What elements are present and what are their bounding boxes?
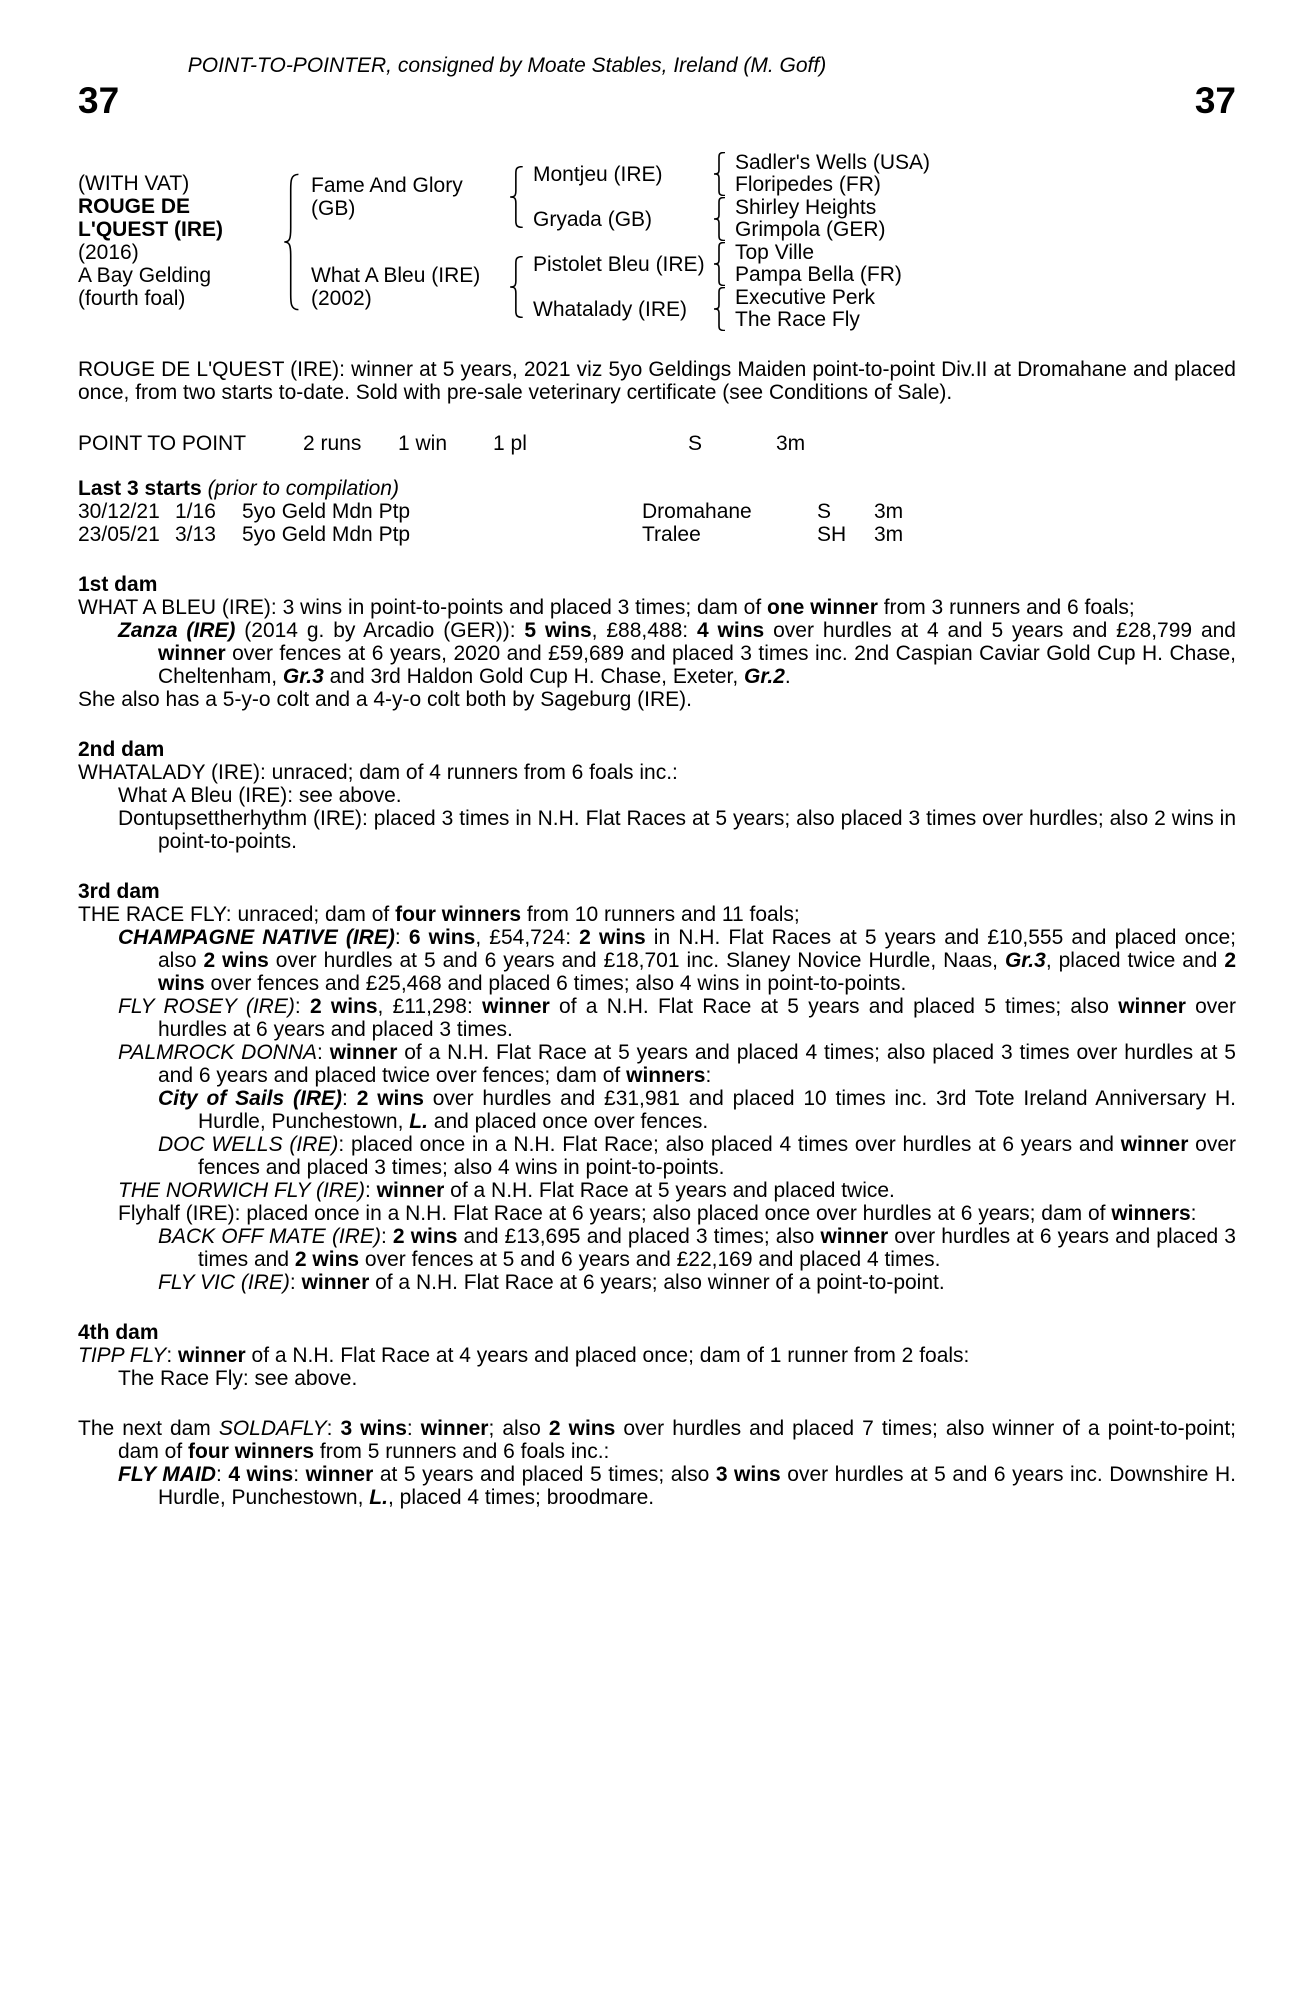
second-dam-section	[78, 738, 1236, 853]
ancestor-name: The Race Fly	[735, 308, 860, 332]
race-places: 1 pl	[493, 431, 527, 455]
section-heading: 2nd dam	[78, 737, 165, 761]
horse-name: ROUGE DE L'QUEST (IRE)	[78, 194, 223, 241]
start-race: 5yo Geld Mdn Ptp	[242, 522, 411, 546]
start-race: 5yo Geld Mdn Ptp	[242, 499, 411, 523]
grandsire-branch	[533, 152, 930, 197]
dam-grandparents	[533, 242, 902, 332]
section-heading: 4th dam	[78, 1320, 159, 1344]
great-grandparents	[735, 152, 930, 196]
section-heading: 3rd dam	[78, 879, 160, 903]
ancestor-name: Pistolet Bleu (IRE)	[533, 252, 705, 276]
fourth-dam-section	[78, 1321, 1236, 1390]
race-distance: 3m	[776, 431, 806, 455]
last-starts-section	[78, 477, 1236, 546]
brace-icon	[713, 287, 727, 331]
progeny-paragraph: Zanza (IRE) (2014 g. by Arcadio (GER)): 5 wins, £88,488: 4 wins over hurdles at 4 and 5 years and £28,799 and winner over fences at 6 years, 2020 and £59,689 and placed 3 times inc. 2nd Caspian Caviar Gold Cup H. Chase, Cheltenham, Gr.3 and 3rd Haldon Gold Cup H. Chase, Exeter, Gr.2.	[118, 618, 1236, 688]
dam-record-paragraph: THE RACE FLY: unraced; dam of four winners from 10 runners and 11 foals;	[78, 902, 800, 926]
ancestor-name: Floripedes (FR)	[735, 173, 881, 197]
sire-branch	[311, 152, 930, 242]
ancestor-name: Whatalady (IRE)	[533, 297, 688, 321]
horse-info	[78, 152, 283, 310]
dam-branch	[311, 242, 930, 332]
vat-note: (WITH VAT)	[78, 171, 190, 195]
progeny-paragraph: What A Bleu (IRE): see above.	[118, 783, 402, 807]
progeny-paragraph: Flyhalf (IRE): placed once in a N.H. Flat Race at 6 years; also placed once over hurdles at 6 years; dam of winners:	[118, 1201, 1197, 1225]
last-start-row	[78, 523, 1236, 546]
ancestor-name: Gryada (GB)	[533, 207, 653, 231]
ancestor-name: Executive Perk	[735, 286, 876, 310]
last-start-row	[78, 500, 1236, 523]
start-distance: 3m	[874, 522, 904, 546]
race-going: S	[688, 431, 703, 455]
brace-icon	[283, 173, 301, 311]
last-starts-title: Last 3 starts	[78, 476, 202, 500]
dam-record-paragraph: The next dam SOLDAFLY: 3 wins: winner; also 2 wins over hurdles and placed 7 times; also winner of a point-to-point; dam of four winners from 5 runners and 6 foals inc.:	[78, 1416, 1236, 1463]
brace-icon	[713, 242, 727, 286]
next-dam-section	[78, 1417, 1236, 1509]
lot-number-left: 37	[78, 80, 120, 121]
progeny-paragraph: BACK OFF MATE (IRE): 2 wins and £13,695 and placed 3 times; also winner over hurdles at 6 years and placed 3 times and 2 wins over fences at 5 and 6 years and £22,169 and placed 4 times.	[158, 1224, 1236, 1271]
race-record-row	[78, 432, 1236, 455]
sire-grandparents	[533, 152, 930, 242]
race-runs: 2 runs	[303, 431, 362, 455]
foal-note: (fourth foal)	[78, 286, 186, 310]
great-grandparents	[735, 287, 875, 331]
ancestor-name: Top Ville	[735, 241, 814, 265]
pedigree-table	[78, 152, 1236, 332]
dam-name-block	[311, 264, 509, 310]
start-result: 3/13	[175, 522, 216, 546]
granddam-branch	[533, 287, 902, 332]
brace-icon	[713, 152, 727, 196]
start-venue: Dromahane	[642, 499, 752, 523]
race-wins: 1 win	[398, 431, 448, 455]
dam-year: (2002)	[311, 286, 372, 310]
granddam-branch	[533, 197, 930, 242]
dam-record-paragraph: TIPP FLY: winner of a N.H. Flat Race at 4 years and placed once; dam of 1 runner from 2 foals:	[78, 1343, 970, 1367]
progeny-paragraph: FLY VIC (IRE): winner of a N.H. Flat Race at 6 years; also winner of a point-to-point.	[158, 1270, 945, 1294]
race-category: POINT TO POINT	[78, 431, 247, 455]
section-heading: 1st dam	[78, 572, 158, 596]
lot-number-right: 37	[1194, 80, 1236, 121]
last-starts-title-row	[78, 477, 1236, 500]
progeny-paragraph: THE NORWICH FLY (IRE): winner of a N.H. Flat Race at 5 years and placed twice.	[118, 1178, 895, 1202]
progeny-paragraph: Dontupsettherhythm (IRE): placed 3 times in N.H. Flat Races at 5 years; also placed 3 times over hurdles; also 2 wins in point-to-points.	[118, 806, 1236, 853]
start-venue: Tralee	[642, 522, 701, 546]
great-grandparents	[735, 242, 902, 286]
sire-name: Fame And Glory (GB)	[311, 173, 463, 220]
progeny-paragraph: The Race Fly: see above.	[118, 1366, 358, 1390]
start-going: SH	[817, 522, 847, 546]
great-grandparents	[735, 197, 886, 241]
brace-icon	[713, 197, 727, 241]
progeny-paragraph: CHAMPAGNE NATIVE (IRE): 6 wins, £54,724: 2 wins in N.H. Flat Races at 5 years and £10,555 and placed once; also 2 wins over hurdles at 5 and 6 years and £18,701 inc. Slaney Novice Hurdle, Naas, Gr.3, placed twice and 2 wins over fences and £25,468 and placed 6 times; also 4 wins in point-to-points.	[118, 925, 1236, 995]
progeny-paragraph: FLY MAID: 4 wins: winner at 5 years and placed 5 times; also 3 wins over hurdles at 5 and 6 years inc. Downshire H. Hurdle, Punchestown, L., placed 4 times; broodmare.	[118, 1462, 1237, 1509]
start-going: S	[817, 499, 832, 523]
first-dam-section	[78, 573, 1236, 711]
colour-sex: A Bay Gelding	[78, 263, 212, 287]
progeny-paragraph: PALMROCK DONNA: winner of a N.H. Flat Race at 5 years and placed 4 times; also placed 3 times over hurdles at 5 and 6 years and placed twice over fences; dam of winners:	[118, 1040, 1236, 1087]
dam-note-paragraph: She also has a 5-y-o colt and a 4-y-o colt both by Sageburg (IRE).	[78, 687, 692, 711]
grandsire-branch	[533, 242, 902, 287]
pedigree-generations	[311, 152, 930, 332]
lot-number-row	[78, 81, 1236, 122]
progeny-paragraph: DOC WELLS (IRE): placed once in a N.H. Flat Race; also placed 4 times over hurdles at 6 years and winner over fences and placed 3 times; also 4 wins in point-to-points.	[158, 1132, 1236, 1179]
progeny-paragraph: FLY ROSEY (IRE): 2 wins, £11,298: winner of a N.H. Flat Race at 5 years and placed 5 times; also winner over hurdles at 6 years and placed 3 times.	[118, 994, 1236, 1041]
dam-record-paragraph: WHATALADY (IRE): unraced; dam of 4 runners from 6 foals inc.:	[78, 760, 678, 784]
last-starts-note: (prior to compilation)	[201, 476, 399, 500]
start-result: 1/16	[175, 499, 216, 523]
progeny-paragraph: City of Sails (IRE): 2 wins over hurdles and £31,981 and placed 10 times inc. 3rd Tote Ireland Anniversary H. Hurdle, Punchestown, L. and placed once over fences.	[158, 1086, 1236, 1133]
dam-record-paragraph: WHAT A BLEU (IRE): 3 wins in point-to-points and placed 3 times; dam of one winner from 3 runners and 6 foals;	[78, 595, 1135, 619]
ancestor-name: Sadler's Wells (USA)	[735, 151, 930, 175]
third-dam-section	[78, 880, 1236, 1294]
start-date: 23/05/21	[78, 522, 160, 546]
race-summary-paragraph: ROUGE DE L'QUEST (IRE): winner at 5 years, 2021 viz 5yo Geldings Maiden point-to-point Div.II at Dromahane and placed once, from two starts to-date. Sold with pre-sale veterinary certificate (see Conditions of Sale).	[78, 357, 1236, 404]
start-distance: 3m	[874, 499, 904, 523]
dam-name: What A Bleu (IRE)	[311, 263, 481, 287]
ancestor-name: Shirley Heights	[735, 196, 877, 220]
ancestor-name: Grimpola (GER)	[735, 218, 886, 242]
consignor-line: POINT-TO-POINTER, consigned by Moate Stables, Ireland (M. Goff)	[187, 54, 827, 77]
year-foaled: (2016)	[78, 240, 139, 264]
ancestor-name: Montjeu (IRE)	[533, 162, 663, 186]
brace-icon	[509, 166, 525, 228]
brace-icon	[509, 256, 525, 318]
start-date: 30/12/21	[78, 499, 160, 523]
ancestor-name: Pampa Bella (FR)	[735, 263, 902, 287]
